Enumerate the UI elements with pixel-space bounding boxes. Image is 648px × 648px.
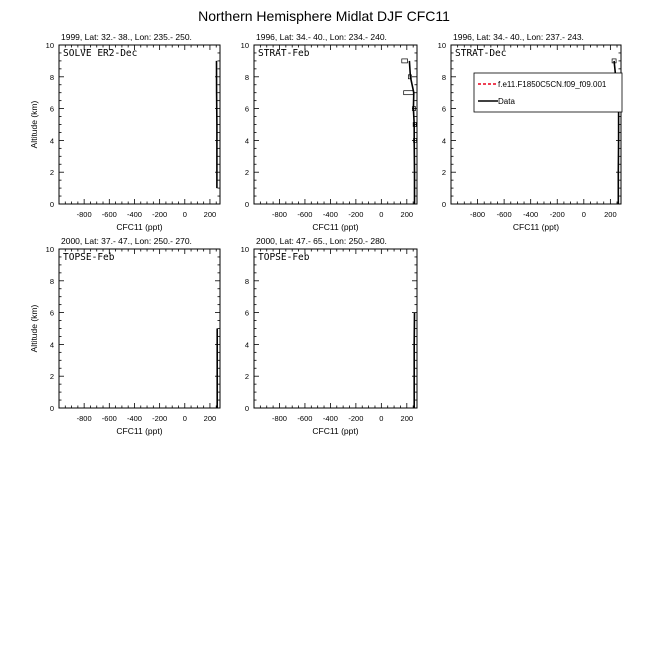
chart-panel <box>29 236 220 436</box>
x-tick-label: -200 <box>348 210 364 219</box>
x-tick-label: -200 <box>549 210 565 219</box>
campaign-label: STRAT-Feb <box>258 48 310 59</box>
y-tick-label: 2 <box>244 372 249 382</box>
y-tick-label: 8 <box>244 72 249 82</box>
x-axis-label: CFC11 (ppt) <box>512 222 560 232</box>
x-axis-label: CFC11 (ppt) <box>312 222 359 232</box>
y-tick-label: 4 <box>244 136 249 146</box>
y-tick-label: 8 <box>244 276 249 286</box>
y-axis-label: Altitude (km) <box>29 304 39 353</box>
y-tick-label: 4 <box>244 340 249 350</box>
x-tick-label: -600 <box>297 210 313 219</box>
x-tick-label: 0 <box>379 210 384 219</box>
x-tick-label: -400 <box>322 210 338 219</box>
x-tick-label: 200 <box>400 210 414 219</box>
y-tick-label: 0 <box>441 200 446 209</box>
campaign-label: SOLVE ER2-Dec <box>63 48 138 59</box>
chart-panel <box>438 32 622 232</box>
range-box <box>404 91 414 95</box>
x-axis-label: CFC11 (ppt) <box>312 426 359 436</box>
campaign-label: TOPSE-Feb <box>63 252 115 263</box>
y-tick-label: 4 <box>441 136 446 146</box>
y-tick-label: 8 <box>49 276 54 286</box>
x-tick-label: -400 <box>126 414 142 423</box>
data-line <box>409 61 414 204</box>
x-tick-label: 0 <box>379 414 384 423</box>
y-tick-label: 4 <box>49 340 54 350</box>
plot-frame <box>451 45 621 204</box>
panel-header: 1999, Lat: 32.- 38., Lon: 235.- 250. <box>61 32 192 42</box>
y-tick-label: 8 <box>49 72 54 82</box>
y-tick-label: 6 <box>441 104 446 114</box>
y-tick-label: 2 <box>441 168 446 178</box>
x-tick-label: -800 <box>271 414 287 423</box>
panel-header: 1996, Lat: 34.- 40., Lon: 237.- 243. <box>453 32 584 42</box>
legend-label: f.e11.F1850C5CN.f09_f09.001 <box>498 80 607 89</box>
x-tick-label: -800 <box>76 210 92 219</box>
x-tick-label: -600 <box>297 414 313 423</box>
x-tick-label: -400 <box>322 414 338 423</box>
panel-header: 2000, Lat: 37.- 47., Lon: 250.- 270. <box>61 236 192 246</box>
y-tick-label: 10 <box>45 245 54 254</box>
x-tick-label: -400 <box>126 210 142 219</box>
panel-header: 1996, Lat: 34.- 40., Lon: 234.- 240. <box>256 32 387 42</box>
x-tick-label: 200 <box>400 414 414 423</box>
x-axis-label: CFC11 (ppt) <box>116 426 163 436</box>
y-tick-label: 6 <box>49 104 54 114</box>
y-tick-label: 8 <box>441 72 446 82</box>
x-tick-label: 0 <box>581 210 586 219</box>
campaign-label: STRAT-Dec <box>455 48 507 59</box>
y-tick-label: 10 <box>45 41 54 50</box>
x-tick-label: -200 <box>152 210 168 219</box>
plot-frame <box>59 249 220 408</box>
y-tick-label: 4 <box>49 136 54 146</box>
x-tick-label: -600 <box>101 210 117 219</box>
panel-header: 2000, Lat: 47.- 65., Lon: 250.- 280. <box>256 236 387 246</box>
x-tick-label: -200 <box>152 414 168 423</box>
y-tick-label: 6 <box>49 308 54 318</box>
y-tick-label: 0 <box>49 200 54 209</box>
x-tick-label: -800 <box>271 210 287 219</box>
x-tick-label: 200 <box>604 210 617 219</box>
page-title: Northern Hemisphere Midlat DJF CFC11 <box>198 8 450 24</box>
x-tick-label: 200 <box>203 414 217 423</box>
y-tick-label: 0 <box>244 404 249 413</box>
x-tick-label: -800 <box>76 414 92 423</box>
chart-panel <box>241 32 417 232</box>
chart-panel <box>241 236 417 436</box>
x-tick-label: -200 <box>348 414 364 423</box>
y-tick-label: 2 <box>49 168 54 178</box>
x-tick-label: -800 <box>470 210 486 219</box>
x-tick-label: 200 <box>203 210 217 219</box>
y-tick-label: 10 <box>240 245 249 254</box>
plot-frame <box>254 45 417 204</box>
plot-frame <box>254 249 417 408</box>
x-tick-label: -400 <box>523 210 539 219</box>
plot-frame <box>59 45 220 204</box>
campaign-label: TOPSE-Feb <box>258 252 310 263</box>
legend <box>474 73 622 112</box>
x-axis-label: CFC11 (ppt) <box>116 222 163 232</box>
y-axis-label: Altitude (km) <box>29 100 39 149</box>
y-tick-label: 6 <box>244 104 249 114</box>
y-tick-label: 6 <box>244 308 249 318</box>
x-tick-label: -600 <box>101 414 117 423</box>
x-tick-label: 0 <box>182 210 187 219</box>
y-tick-label: 0 <box>244 200 249 209</box>
x-tick-label: 0 <box>182 414 187 423</box>
legend-label: Data <box>498 97 515 106</box>
range-box <box>402 59 408 63</box>
y-tick-label: 10 <box>240 41 249 50</box>
chart-panel <box>29 32 220 232</box>
y-tick-label: 2 <box>244 168 249 178</box>
legend-box <box>474 73 622 112</box>
x-tick-label: -600 <box>496 210 512 219</box>
y-tick-label: 2 <box>49 372 54 382</box>
y-tick-label: 10 <box>437 41 446 50</box>
y-tick-label: 0 <box>49 404 54 413</box>
